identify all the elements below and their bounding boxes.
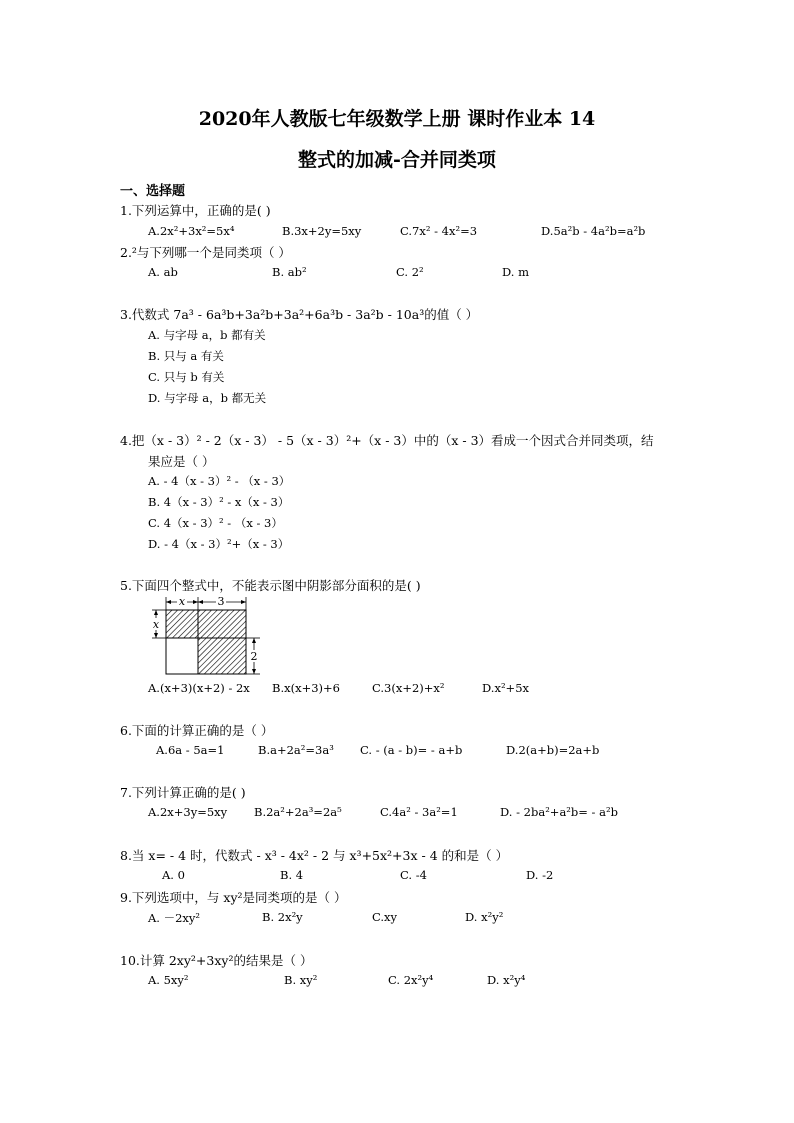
question-2-option-a: A. ab (148, 265, 178, 279)
question-8-option-b: B. 4 (280, 868, 304, 882)
question-4-option-c: C. 4（x - 3）² - （x - 3） (148, 516, 283, 530)
figure-label-3: 3 (217, 595, 225, 608)
question-8-option-a: A. 0 (162, 868, 185, 882)
area-figure (150, 592, 265, 677)
figure-label-2: 2 (250, 650, 258, 663)
question-5-option-a: A.(x+3)(x+2) - 2x (148, 681, 250, 695)
question-4-option-a: A. - 4（x - 3）² - （x - 3） (148, 474, 291, 488)
question-2-option-b: B. ab² (272, 265, 307, 279)
question-9-stem: 9.下列选项中，与 xy²是同类项的是（ ） (120, 890, 347, 905)
section-heading: 一、选择题 (120, 184, 186, 199)
question-6-option-d: D.2(a+b)=2a+b (506, 743, 600, 757)
question-4-option-d: D. - 4（x - 3）²+（x - 3） (148, 537, 290, 551)
question-9-option-d: D. x²y² (465, 910, 504, 924)
question-6-option-b: B.a+2a²=3a³ (258, 743, 334, 757)
question-1-option-a: A.2x²+3x²=5x⁴ (148, 224, 235, 238)
question-1-option-c: C.7x² - 4x²=3 (400, 224, 478, 238)
question-9-option-a: A. －2xy² (148, 911, 201, 925)
question-8-option-c: C. -4 (400, 868, 427, 882)
question-4-stem: 4.把（x - 3）² - 2（x - 3） - 5（x - 3）²+（x - 3）中的（x - 3）看成一个因式合并同类项，结 (120, 433, 654, 448)
question-10-stem: 10.计算 2xy²+3xy²的结果是（ ） (120, 953, 313, 968)
question-4-stem-cont: 果应是（ ） (148, 454, 215, 469)
question-1-option-b: B.3x+2y=5xy (282, 224, 362, 238)
question-5-option-d: D.x²+5x (482, 681, 529, 695)
figure-label-x-top: x (178, 595, 186, 608)
question-7-option-b: B.2a²+2a³=2a⁵ (254, 805, 342, 819)
question-6-option-c: C. - (a - b)= - a+b (360, 743, 463, 757)
figure-label-x-left: x (152, 618, 160, 631)
question-9-option-c: C.xy (372, 910, 398, 924)
question-7-option-c: C.4a² - 3a²=1 (380, 805, 458, 819)
page-title: 2020年人教版七年级数学上册 课时作业本 14 (198, 108, 596, 130)
question-7-stem: 7.下列计算正确的是( ) (120, 785, 246, 800)
question-1-option-d: D.5a²b - 4a²b=a²b (541, 224, 646, 238)
question-10-option-a: A. 5xy² (148, 973, 189, 987)
question-2-stem: 2.²与下列哪一个是同类项（ ） (120, 245, 291, 260)
question-7-option-d: D. - 2ba²+a²b= - a²b (500, 805, 618, 819)
question-1-stem: 1.下列运算中，正确的是( ) (120, 203, 271, 218)
question-8-option-d: D. -2 (526, 868, 554, 882)
question-5-option-c: C.3(x+2)+x² (372, 681, 445, 695)
question-3-option-c: C. 只与 b 有关 (148, 370, 225, 384)
question-2-option-c: C. 2² (396, 265, 424, 279)
question-9-option-b: B. 2x²y (262, 910, 303, 924)
question-6-option-a: A.6a - 5a=1 (156, 743, 225, 757)
question-5-stem: 5.下面四个整式中，不能表示图中阴影部分面积的是( ) (120, 578, 421, 593)
question-10-option-c: C. 2x²y⁴ (388, 973, 434, 987)
question-10-option-d: D. x²y⁴ (487, 973, 526, 987)
question-3-stem: 3.代数式 7a³ - 6a³b+3a²b+3a²+6a³b - 3a²b - 10a³的值（ ） (120, 307, 479, 322)
question-4-option-b: B. 4（x - 3）² - x（x - 3） (148, 495, 290, 509)
question-6-stem: 6.下面的计算正确的是（ ） (120, 723, 274, 738)
page-subtitle: 整式的加减-合并同类项 (298, 149, 496, 171)
question-7-option-a: A.2x+3y=5xy (148, 805, 228, 819)
question-3-option-b: B. 只与 a 有关 (148, 349, 224, 363)
question-10-option-b: B. xy² (284, 973, 318, 987)
question-2-option-d: D. m (502, 265, 530, 279)
question-3-option-d: D. 与字母 a，b 都无关 (148, 391, 267, 405)
question-3-option-a: A. 与字母 a，b 都有关 (148, 328, 266, 342)
question-8-stem: 8.当 x= - 4 时，代数式 - x³ - 4x² - 2 与 x³+5x²+3x - 4 的和是（ ） (120, 848, 509, 863)
question-5-option-b: B.x(x+3)+6 (272, 681, 340, 695)
